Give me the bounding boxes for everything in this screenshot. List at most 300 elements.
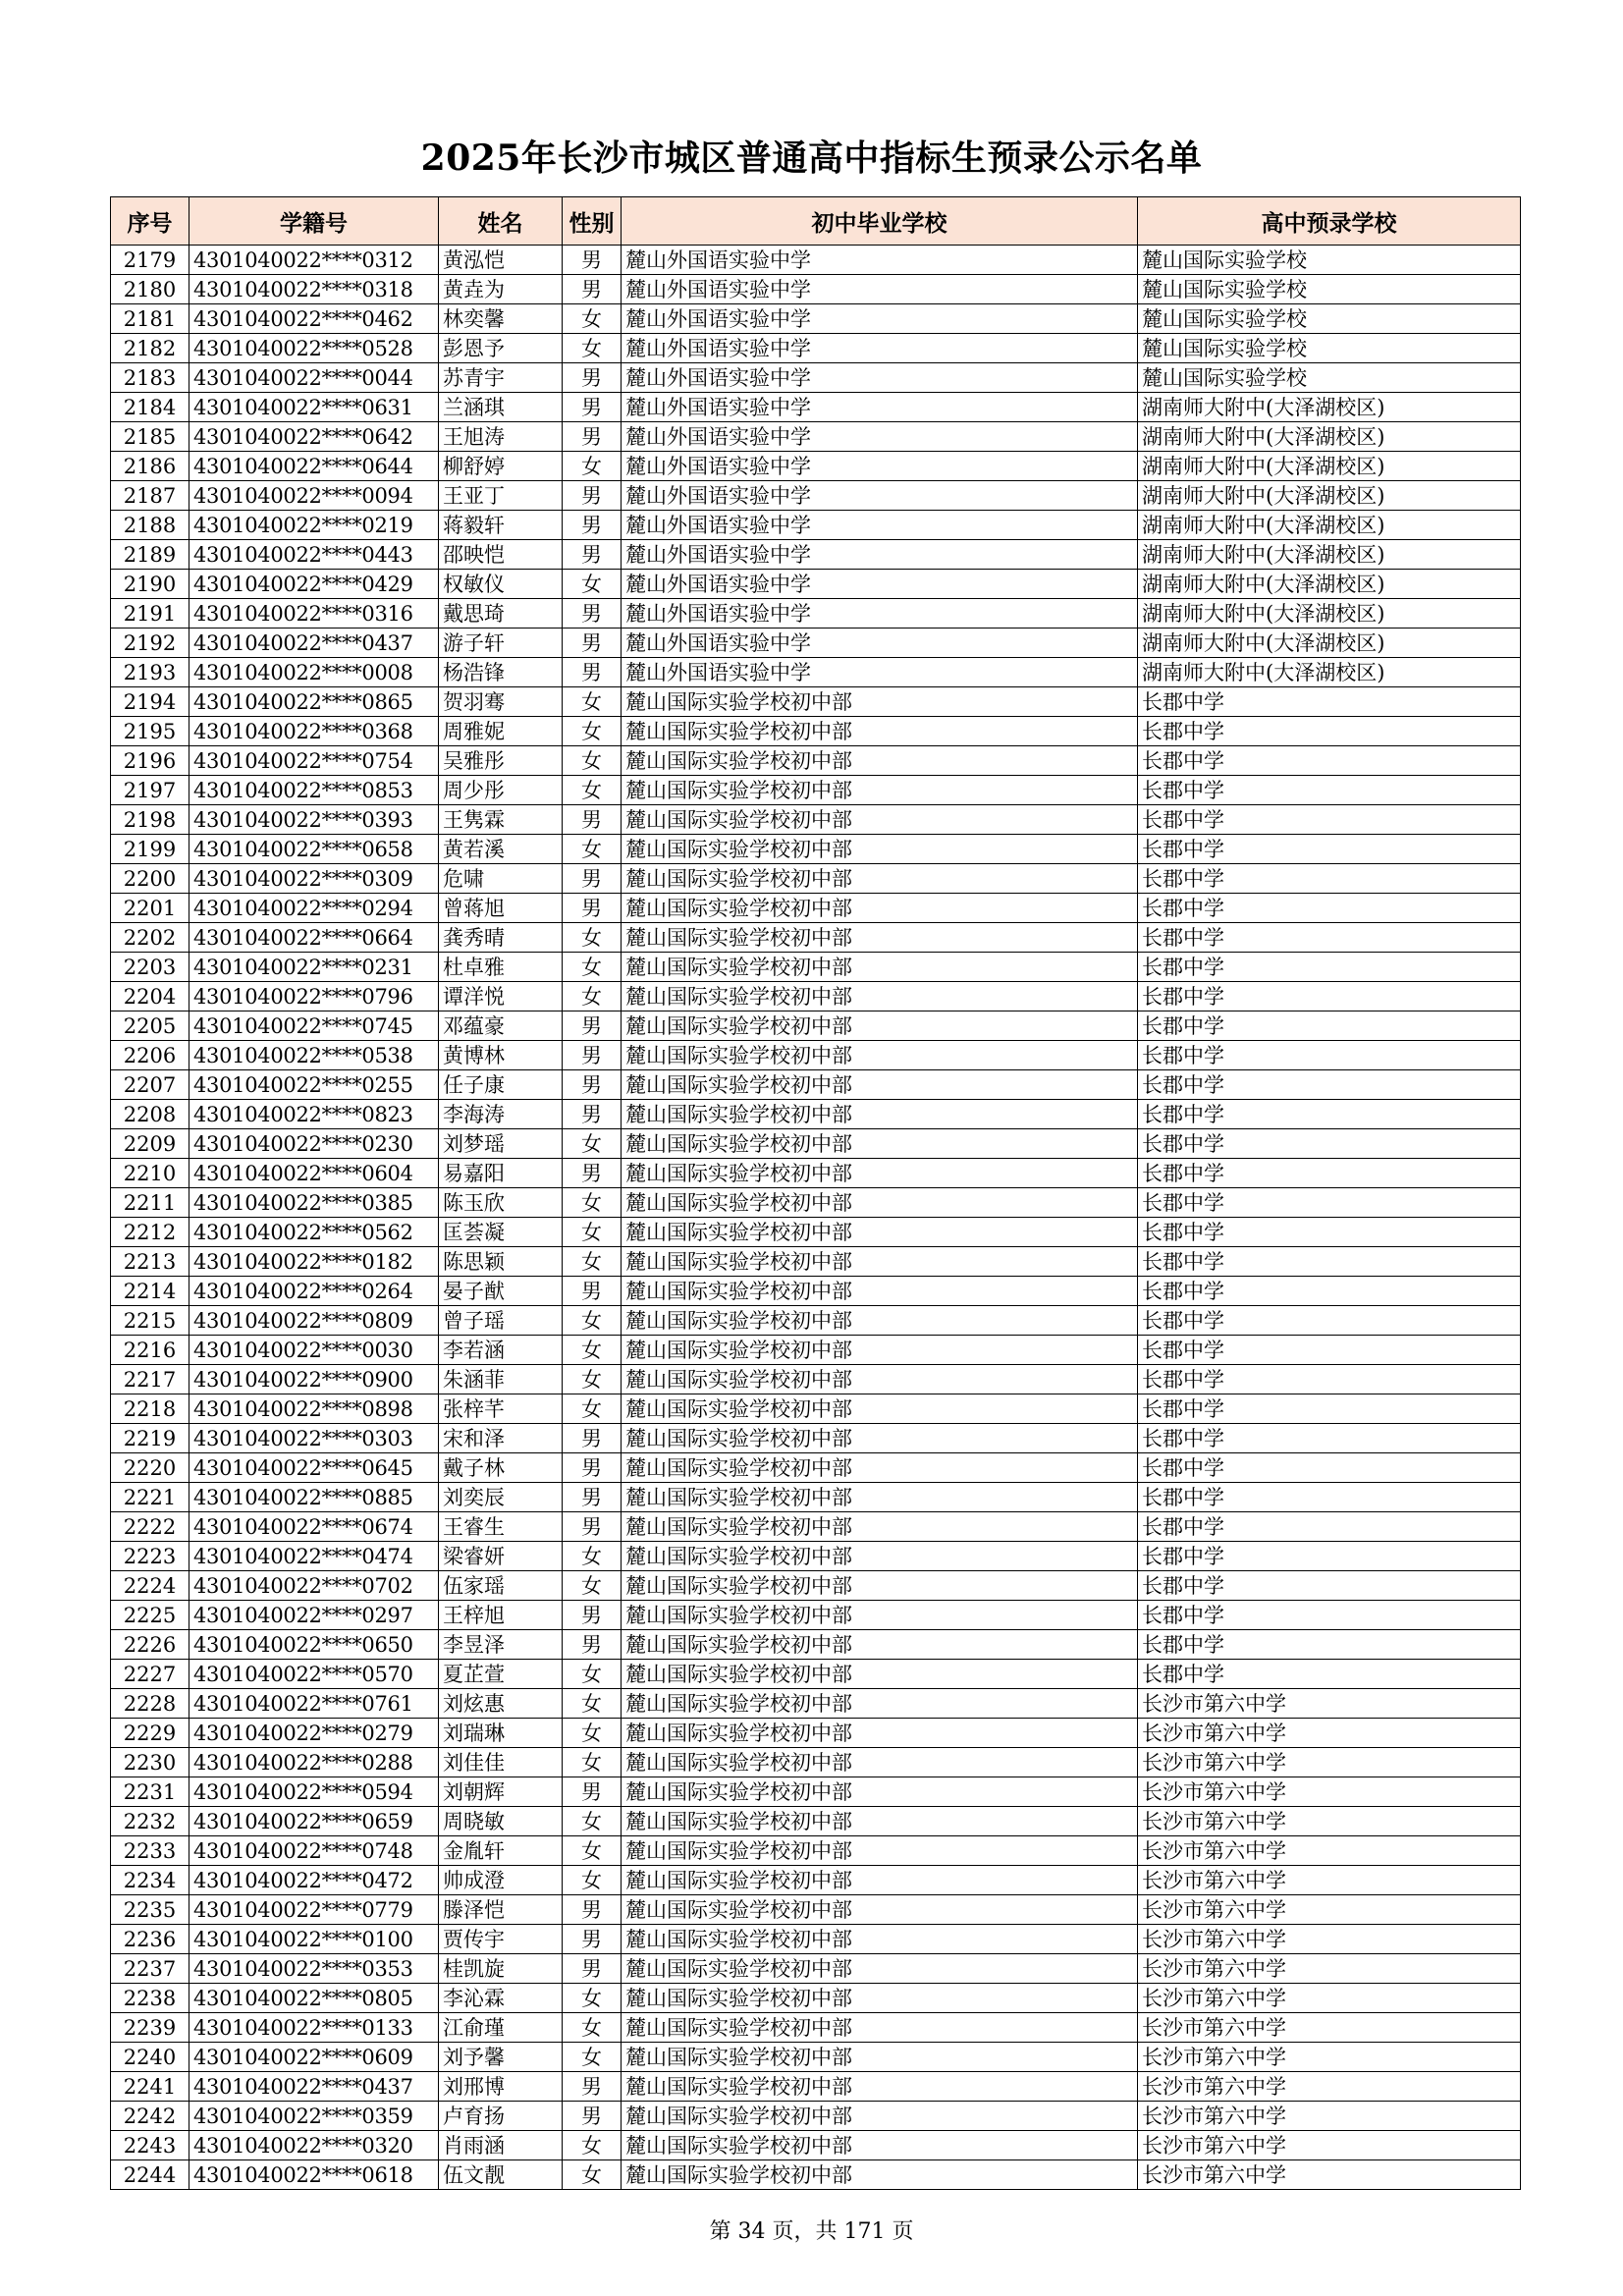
gender-cell: 男 [563,481,622,511]
student-id-cell: 4301040022****0133 [189,2013,439,2043]
table-row [111,1394,1521,1424]
header-junior-school: 初中毕业学校 [622,197,1138,246]
junior-school-cell: 麓山国际实验学校初中部 [622,1866,1138,1895]
senior-school-cell: 长郡中学 [1138,1159,1521,1188]
name-cell: 王亚丁 [439,481,563,511]
senior-school-cell: 湖南师大附中(大泽湖校区) [1138,540,1521,570]
seq-cell: 2231 [111,1777,189,1807]
table-row [111,1836,1521,1866]
gender-cell: 女 [563,1336,622,1365]
junior-school-cell: 麓山国际实验学校初中部 [622,1660,1138,1689]
seq-cell: 2234 [111,1866,189,1895]
seq-cell: 2238 [111,1984,189,2013]
table-row [111,1630,1521,1660]
student-id-cell: 4301040022****0288 [189,1748,439,1777]
seq-cell: 2224 [111,1571,189,1601]
student-id-cell: 4301040022****0702 [189,1571,439,1601]
junior-school-cell: 麓山国际实验学校初中部 [622,746,1138,776]
seq-cell: 2237 [111,1954,189,1984]
header-name: 姓名 [439,197,563,246]
junior-school-cell: 麓山国际实验学校初中部 [622,1277,1138,1306]
student-id-cell: 4301040022****0604 [189,1159,439,1188]
senior-school-cell: 长沙市第六中学 [1138,2013,1521,2043]
senior-school-cell: 湖南师大附中(大泽湖校区) [1138,481,1521,511]
senior-school-cell: 长郡中学 [1138,1601,1521,1630]
student-id-cell: 4301040022****0805 [189,1984,439,2013]
table-row [111,776,1521,805]
table-row [111,1895,1521,1925]
junior-school-cell: 麓山国际实验学校初中部 [622,1483,1138,1512]
seq-cell: 2235 [111,1895,189,1925]
junior-school-cell: 麓山国际实验学校初中部 [622,717,1138,746]
student-id-cell: 4301040022****0255 [189,1070,439,1100]
senior-school-cell: 长沙市第六中学 [1138,1895,1521,1925]
gender-cell: 男 [563,1925,622,1954]
seq-cell: 2187 [111,481,189,511]
senior-school-cell: 麓山国际实验学校 [1138,275,1521,304]
seq-cell: 2195 [111,717,189,746]
gender-cell: 女 [563,835,622,864]
name-cell: 贾传宇 [439,1925,563,1954]
senior-school-cell: 麓山国际实验学校 [1138,363,1521,393]
name-cell: 兰涵琪 [439,393,563,422]
gender-cell: 女 [563,1866,622,1895]
senior-school-cell: 长郡中学 [1138,1630,1521,1660]
senior-school-cell: 长郡中学 [1138,835,1521,864]
header-student-id: 学籍号 [189,197,439,246]
gender-cell: 男 [563,1601,622,1630]
seq-cell: 2241 [111,2072,189,2102]
name-cell: 刘予馨 [439,2043,563,2072]
table-row [111,658,1521,687]
student-id-cell: 4301040022****0642 [189,422,439,452]
gender-cell: 女 [563,1571,622,1601]
senior-school-cell: 长郡中学 [1138,923,1521,953]
table-row [111,1159,1521,1188]
name-cell: 刘炫惠 [439,1689,563,1719]
seq-cell: 2180 [111,275,189,304]
senior-school-cell: 长郡中学 [1138,776,1521,805]
junior-school-cell: 麓山国际实验学校初中部 [622,1394,1138,1424]
senior-school-cell: 长郡中学 [1138,894,1521,923]
table-row [111,2131,1521,2160]
seq-cell: 2220 [111,1453,189,1483]
student-id-cell: 4301040022****0316 [189,599,439,629]
student-id-cell: 4301040022****0570 [189,1660,439,1689]
junior-school-cell: 麓山外国语实验中学 [622,363,1138,393]
junior-school-cell: 麓山国际实验学校初中部 [622,1070,1138,1100]
senior-school-cell: 湖南师大附中(大泽湖校区) [1138,570,1521,599]
junior-school-cell: 麓山外国语实验中学 [622,481,1138,511]
senior-school-cell: 长郡中学 [1138,1542,1521,1571]
student-id-cell: 4301040022****0659 [189,1807,439,1836]
table-row [111,746,1521,776]
junior-school-cell: 麓山国际实验学校初中部 [622,2072,1138,2102]
gender-cell: 女 [563,570,622,599]
seq-cell: 2198 [111,805,189,835]
gender-cell: 女 [563,334,622,363]
seq-cell: 2222 [111,1512,189,1542]
table-row [111,1925,1521,1954]
table-row [111,304,1521,334]
gender-cell: 男 [563,246,622,275]
table-row [111,2043,1521,2072]
table-row [111,1424,1521,1453]
senior-school-cell: 麓山国际实验学校 [1138,246,1521,275]
senior-school-cell: 麓山国际实验学校 [1138,304,1521,334]
student-id-cell: 4301040022****0761 [189,1689,439,1719]
student-id-cell: 4301040022****0674 [189,1512,439,1542]
name-cell: 任子康 [439,1070,563,1100]
table-row [111,334,1521,363]
senior-school-cell: 长郡中学 [1138,1277,1521,1306]
gender-cell: 男 [563,363,622,393]
name-cell: 宋和泽 [439,1424,563,1453]
header-gender: 性别 [563,197,622,246]
student-id-cell: 4301040022****0294 [189,894,439,923]
gender-cell: 男 [563,1100,622,1129]
student-id-cell: 4301040022****0437 [189,2072,439,2102]
name-cell: 黄泓恺 [439,246,563,275]
senior-school-cell: 长沙市第六中学 [1138,1689,1521,1719]
senior-school-cell: 长郡中学 [1138,1070,1521,1100]
gender-cell: 男 [563,393,622,422]
name-cell: 伍家瑶 [439,1571,563,1601]
junior-school-cell: 麓山国际实验学校初中部 [622,2013,1138,2043]
gender-cell: 男 [563,1011,622,1041]
senior-school-cell: 湖南师大附中(大泽湖校区) [1138,452,1521,481]
name-cell: 蒋毅轩 [439,511,563,540]
student-id-cell: 4301040022****0796 [189,982,439,1011]
gender-cell: 男 [563,1895,622,1925]
name-cell: 黄垚为 [439,275,563,304]
junior-school-cell: 麓山国际实验学校初中部 [622,1453,1138,1483]
table-row [111,687,1521,717]
seq-cell: 2230 [111,1748,189,1777]
student-id-cell: 4301040022****0044 [189,363,439,393]
junior-school-cell: 麓山外国语实验中学 [622,334,1138,363]
gender-cell: 男 [563,1277,622,1306]
table-row [111,363,1521,393]
seq-cell: 2203 [111,953,189,982]
student-id-cell: 4301040022****0631 [189,393,439,422]
gender-cell: 女 [563,304,622,334]
name-cell: 戴子林 [439,1453,563,1483]
name-cell: 贺羽骞 [439,687,563,717]
name-cell: 李沁霖 [439,1984,563,2013]
seq-cell: 2196 [111,746,189,776]
table-row [111,422,1521,452]
junior-school-cell: 麓山国际实验学校初中部 [622,1630,1138,1660]
senior-school-cell: 长沙市第六中学 [1138,2131,1521,2160]
table-row [111,835,1521,864]
table-row [111,1807,1521,1836]
name-cell: 夏芷萱 [439,1660,563,1689]
junior-school-cell: 麓山国际实验学校初中部 [622,1100,1138,1129]
junior-school-cell: 麓山外国语实验中学 [622,275,1138,304]
student-id-cell: 4301040022****0429 [189,570,439,599]
gender-cell: 女 [563,1719,622,1748]
junior-school-cell: 麓山外国语实验中学 [622,422,1138,452]
table-row [111,599,1521,629]
senior-school-cell: 长郡中学 [1138,1453,1521,1483]
junior-school-cell: 麓山国际实验学校初中部 [622,2131,1138,2160]
table-row [111,1070,1521,1100]
student-id-cell: 4301040022****0658 [189,835,439,864]
junior-school-cell: 麓山国际实验学校初中部 [622,1748,1138,1777]
gender-cell: 男 [563,599,622,629]
table-row [111,1512,1521,1542]
seq-cell: 2186 [111,452,189,481]
student-id-cell: 4301040022****0359 [189,2102,439,2131]
junior-school-cell: 麓山国际实验学校初中部 [622,1218,1138,1247]
seq-cell: 2209 [111,1129,189,1159]
junior-school-cell: 麓山国际实验学校初中部 [622,1512,1138,1542]
student-id-cell: 4301040022****0885 [189,1483,439,1512]
gender-cell: 女 [563,1836,622,1866]
name-cell: 匡荟凝 [439,1218,563,1247]
name-cell: 吴雅彤 [439,746,563,776]
gender-cell: 女 [563,687,622,717]
gender-cell: 男 [563,1954,622,1984]
seq-cell: 2240 [111,2043,189,2072]
gender-cell: 男 [563,658,622,687]
senior-school-cell: 麓山国际实验学校 [1138,334,1521,363]
senior-school-cell: 湖南师大附中(大泽湖校区) [1138,599,1521,629]
table-row [111,1777,1521,1807]
junior-school-cell: 麓山国际实验学校初中部 [622,1777,1138,1807]
seq-cell: 2242 [111,2102,189,2131]
student-id-cell: 4301040022****0297 [189,1601,439,1630]
student-id-cell: 4301040022****0900 [189,1365,439,1394]
student-id-cell: 4301040022****0094 [189,481,439,511]
table-row [111,2072,1521,2102]
junior-school-cell: 麓山国际实验学校初中部 [622,1365,1138,1394]
name-cell: 易嘉阳 [439,1159,563,1188]
name-cell: 邵映恺 [439,540,563,570]
student-id-cell: 4301040022****0609 [189,2043,439,2072]
senior-school-cell: 长郡中学 [1138,953,1521,982]
table-row [111,1365,1521,1394]
senior-school-cell: 长郡中学 [1138,1306,1521,1336]
name-cell: 彭恩予 [439,334,563,363]
gender-cell: 女 [563,1129,622,1159]
junior-school-cell: 麓山国际实验学校初中部 [622,2043,1138,2072]
senior-school-cell: 长郡中学 [1138,717,1521,746]
table-row [111,570,1521,599]
table-row [111,2102,1521,2131]
table-row [111,1660,1521,1689]
gender-cell: 男 [563,864,622,894]
senior-school-cell: 长沙市第六中学 [1138,1836,1521,1866]
name-cell: 梁睿妍 [439,1542,563,1571]
junior-school-cell: 麓山国际实验学校初中部 [622,1689,1138,1719]
name-cell: 危啸 [439,864,563,894]
student-id-cell: 4301040022****0368 [189,717,439,746]
name-cell: 王旭涛 [439,422,563,452]
junior-school-cell: 麓山国际实验学校初中部 [622,1041,1138,1070]
seq-cell: 2184 [111,393,189,422]
seq-cell: 2215 [111,1306,189,1336]
seq-cell: 2211 [111,1188,189,1218]
gender-cell: 男 [563,1070,622,1100]
senior-school-cell: 长郡中学 [1138,1011,1521,1041]
seq-cell: 2210 [111,1159,189,1188]
name-cell: 桂凯旋 [439,1954,563,1984]
seq-cell: 2216 [111,1336,189,1365]
student-id-cell: 4301040022****0008 [189,658,439,687]
senior-school-cell: 湖南师大附中(大泽湖校区) [1138,422,1521,452]
name-cell: 黄若溪 [439,835,563,864]
name-cell: 谭洋悦 [439,982,563,1011]
student-id-cell: 4301040022****0745 [189,1011,439,1041]
table-row [111,481,1521,511]
gender-cell: 男 [563,1453,622,1483]
gender-cell: 女 [563,1188,622,1218]
student-id-cell: 4301040022****0219 [189,511,439,540]
junior-school-cell: 麓山国际实验学校初中部 [622,1011,1138,1041]
student-id-cell: 4301040022****0264 [189,1277,439,1306]
student-id-cell: 4301040022****0754 [189,746,439,776]
seq-cell: 2228 [111,1689,189,1719]
gender-cell: 女 [563,1807,622,1836]
name-cell: 林奕馨 [439,304,563,334]
junior-school-cell: 麓山国际实验学校初中部 [622,864,1138,894]
seq-cell: 2243 [111,2131,189,2160]
student-id-cell: 4301040022****0650 [189,1630,439,1660]
student-id-cell: 4301040022****0437 [189,629,439,658]
seq-cell: 2208 [111,1100,189,1129]
name-cell: 伍文靓 [439,2160,563,2190]
senior-school-cell: 湖南师大附中(大泽湖校区) [1138,629,1521,658]
gender-cell: 男 [563,1630,622,1660]
senior-school-cell: 长沙市第六中学 [1138,2102,1521,2131]
table-row [111,1954,1521,1984]
seq-cell: 2183 [111,363,189,393]
table-row [111,1041,1521,1070]
seq-cell: 2204 [111,982,189,1011]
junior-school-cell: 麓山国际实验学校初中部 [622,923,1138,953]
gender-cell: 女 [563,776,622,805]
table-row [111,923,1521,953]
name-cell: 王睿生 [439,1512,563,1542]
gender-cell: 女 [563,2160,622,2190]
table-row [111,540,1521,570]
student-id-cell: 4301040022****0309 [189,864,439,894]
name-cell: 张梓芊 [439,1394,563,1424]
senior-school-cell: 长郡中学 [1138,982,1521,1011]
gender-cell: 女 [563,2131,622,2160]
junior-school-cell: 麓山国际实验学校初中部 [622,1188,1138,1218]
junior-school-cell: 麓山外国语实验中学 [622,393,1138,422]
name-cell: 李昱泽 [439,1630,563,1660]
senior-school-cell: 长沙市第六中学 [1138,2160,1521,2190]
page-footer: 第 34 页，共 171 页 [709,2219,914,2244]
name-cell: 王梓旭 [439,1601,563,1630]
name-cell: 周晓敏 [439,1807,563,1836]
junior-school-cell: 麓山国际实验学校初中部 [622,1336,1138,1365]
name-cell: 王隽霖 [439,805,563,835]
junior-school-cell: 麓山国际实验学校初中部 [622,776,1138,805]
gender-cell: 女 [563,1247,622,1277]
name-cell: 陈思颖 [439,1247,563,1277]
gender-cell: 女 [563,1689,622,1719]
junior-school-cell: 麓山外国语实验中学 [622,570,1138,599]
student-id-cell: 4301040022****0385 [189,1188,439,1218]
student-id-cell: 4301040022****0303 [189,1424,439,1453]
name-cell: 刘瑞琳 [439,1719,563,1748]
junior-school-cell: 麓山国际实验学校初中部 [622,1571,1138,1601]
table-row [111,452,1521,481]
junior-school-cell: 麓山国际实验学校初中部 [622,1984,1138,2013]
header-senior-school: 高中预录学校 [1138,197,1521,246]
table-row [111,1247,1521,1277]
table-row [111,1866,1521,1895]
junior-school-cell: 麓山国际实验学校初中部 [622,1895,1138,1925]
seq-cell: 2226 [111,1630,189,1660]
gender-cell: 男 [563,1159,622,1188]
junior-school-cell: 麓山国际实验学校初中部 [622,982,1138,1011]
senior-school-cell: 湖南师大附中(大泽湖校区) [1138,658,1521,687]
student-id-cell: 4301040022****0618 [189,2160,439,2190]
student-id-cell: 4301040022****0898 [189,1394,439,1424]
name-cell: 邓蕴豪 [439,1011,563,1041]
table-header-row [111,197,1521,246]
name-cell: 权敏仪 [439,570,563,599]
seq-cell: 2199 [111,835,189,864]
student-id-cell: 4301040022****0823 [189,1100,439,1129]
gender-cell: 女 [563,452,622,481]
seq-cell: 2197 [111,776,189,805]
table-row [111,1218,1521,1247]
name-cell: 杜卓雅 [439,953,563,982]
seq-cell: 2229 [111,1719,189,1748]
name-cell: 卢育扬 [439,2102,563,2131]
senior-school-cell: 长郡中学 [1138,1218,1521,1247]
seq-cell: 2189 [111,540,189,570]
seq-cell: 2181 [111,304,189,334]
seq-cell: 2212 [111,1218,189,1247]
name-cell: 柳舒婷 [439,452,563,481]
seq-cell: 2223 [111,1542,189,1571]
seq-cell: 2179 [111,246,189,275]
table-row [111,629,1521,658]
senior-school-cell: 长沙市第六中学 [1138,2043,1521,2072]
junior-school-cell: 麓山外国语实验中学 [622,452,1138,481]
student-id-cell: 4301040022****0538 [189,1041,439,1070]
name-cell: 周雅妮 [439,717,563,746]
gender-cell: 男 [563,1041,622,1070]
gender-cell: 女 [563,982,622,1011]
student-id-cell: 4301040022****0865 [189,687,439,717]
name-cell: 朱涵菲 [439,1365,563,1394]
student-id-cell: 4301040022****0443 [189,540,439,570]
junior-school-cell: 麓山国际实验学校初中部 [622,2160,1138,2190]
senior-school-cell: 长沙市第六中学 [1138,1866,1521,1895]
seq-cell: 2202 [111,923,189,953]
gender-cell: 女 [563,923,622,953]
table-row [111,864,1521,894]
junior-school-cell: 麓山国际实验学校初中部 [622,1601,1138,1630]
senior-school-cell: 长郡中学 [1138,1660,1521,1689]
student-id-cell: 4301040022****0320 [189,2131,439,2160]
table-row [111,1100,1521,1129]
junior-school-cell: 麓山国际实验学校初中部 [622,1925,1138,1954]
seq-cell: 2193 [111,658,189,687]
seq-cell: 2188 [111,511,189,540]
junior-school-cell: 麓山国际实验学校初中部 [622,2102,1138,2131]
junior-school-cell: 麓山国际实验学校初中部 [622,805,1138,835]
